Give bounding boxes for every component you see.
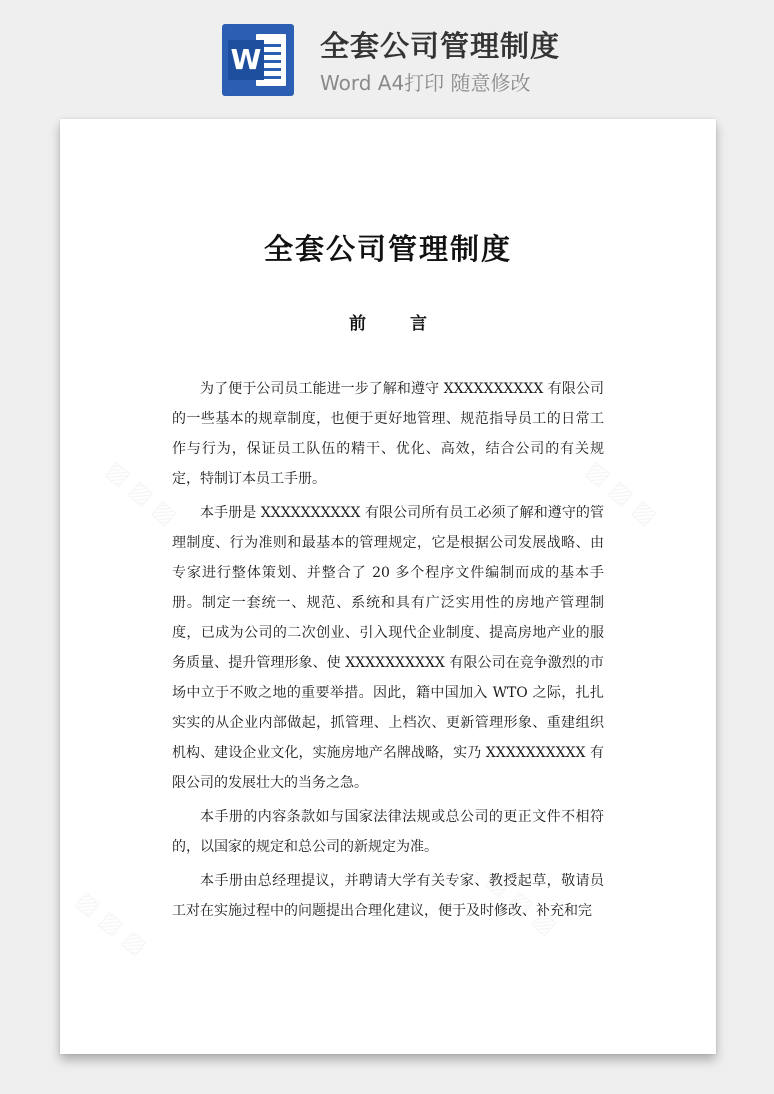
preface-heading: 前言 [349, 314, 471, 334]
watermark-mark [101, 456, 183, 531]
document-body [172, 374, 604, 930]
header-subtitle: Word A4打印 随意修改 [320, 71, 531, 95]
watermark-mark [71, 886, 153, 961]
paragraph: 为了便于公司员工能进一步了解和遵守 XXXXXXXXXX 有限公司的一些基本的规章制度，也便于更好地管理、规范指导员工的日常工作与行为，保证员工队伍的精干、优化、高效，结合公司的有关规定，特制订本员工手册。 [172, 381, 604, 487]
paragraph: 本手册是 XXXXXXXXXX 有限公司所有员工必须了解和遵守的管理制度、行为准则和最基本的管理规定，它是根据公司发展战略、由专家进行整体策划、并整合了 20 多个程序文件编制而成的基本手册。制定一套统一、规范、系统和具有广泛实用性的房地产管理制度，已成为公司的二次创业、引入现代企业制度、提高房地产业的服务质量、提升管理形象、使 XXXXXXXXXX 有限公司在竞争激烈的市场中立于不败之地的重要举措。因此，籍中国加入 WTO 之际，扎扎实实的从企业内部做起，抓管理、上档次、更新管理形象、重建组织机构、建设企业文化，实施房地产名牌战略，实乃 XXXXXXXXXX 有限公司的发展壮大的当务之急。 [172, 505, 604, 791]
document-title: 全套公司管理制度 [263, 232, 512, 266]
header-title: 全套公司管理制度 [320, 29, 561, 63]
page-header [0, 0, 774, 112]
word-doc-icon [222, 24, 294, 96]
paragraph: 本手册由总经理提议，并聘请大学有关专家、教授起草，敬请员工对在实施过程中的问题提出合理化建议，便于及时修改、补充和完 [172, 873, 604, 919]
word-letter: W [228, 40, 264, 80]
document-page [60, 119, 716, 1054]
paragraph: 本手册的内容条款如与国家法律法规或总公司的更正文件不相符的，以国家的规定和总公司的新规定为准。 [172, 809, 604, 855]
